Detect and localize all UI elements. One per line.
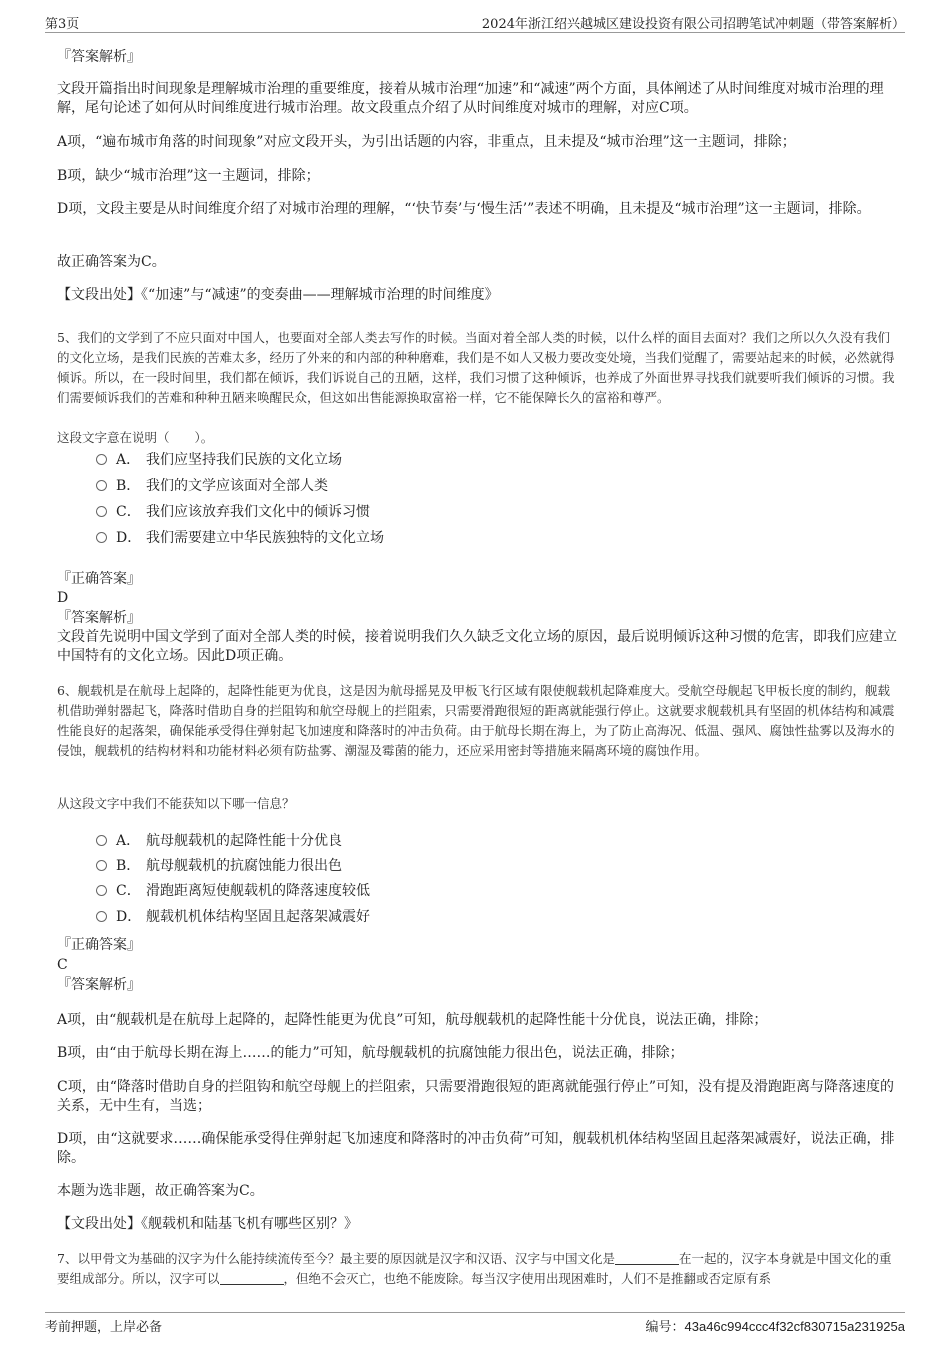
q5-option-c[interactable] <box>96 503 370 522</box>
q7-stem-part2: 在一起的，汉字本身就是中国文化的重要组成部分。所以，汉字可以 <box>57 1251 892 1286</box>
q6-option-b[interactable] <box>96 857 342 876</box>
radio-icon[interactable] <box>96 532 107 543</box>
q6-stem: 6、舰载机是在航母上起降的，起降性能更为优良，这是因为航母摇晃及甲板飞行区域有限使舰载机起降难度大。受航空母舰起飞甲板长度的制约，舰载机借助弹射器起飞，降落时借助自身的拦阻钩和航空母舰上的拦阻索，只需要滑跑很短的距离就能强行停止。这就要求舰载机具有坚固的机体结构和减震性能良好的起落架，确保能承受得住弹射起飞加速度和降落时的冲击负荷。由于航母长期在海上，为了防止高海况、低温、强风、腐蚀性盐雾以及海水的侵蚀，舰载机的结构材料和功能材料必须有防盐雾、潮湿及霉菌的能力，还应采用密封等措施来隔离环境的腐蚀作用。 <box>57 683 895 758</box>
option-text: 舰载机机体结构坚固且起落架减震好 <box>146 909 370 925</box>
q4-source: 【文段出处】《“加速”与“减速”的变奏曲——理解城市治理的时间维度》 <box>57 287 499 303</box>
q4-option-d-analysis: D项，文段主要是从时间维度介绍了对城市治理的理解，“‘快节奏’与‘慢生活’”表述不明确，且未提及“城市治理”这一主题词，排除。 <box>57 201 871 217</box>
radio-icon[interactable] <box>96 454 107 465</box>
page-number: 第3页 <box>45 17 80 32</box>
q6-option-a-analysis: A项，由“舰载机是在航母上起降的，起降性能更为优良”可知，航母舰载机的起降性能十分优良，说法正确，排除； <box>57 1012 768 1028</box>
option-letter: A． <box>116 452 141 468</box>
q6-analysis-label: 『答案解析』 <box>57 977 141 993</box>
option-letter: C． <box>116 883 141 899</box>
page-header <box>45 10 905 33</box>
option-letter: C． <box>116 504 141 520</box>
q6-correct-label: 『正确答案』 <box>57 937 141 953</box>
option-text: 我们应坚持我们民族的文化立场 <box>146 452 342 468</box>
q7-stem-part1: 7、以甲骨文为基础的汉字为什么能持续流传至今？最主要的原因就是汉字和汉语、汉字与中国文化是 <box>57 1251 615 1266</box>
q6-question: 从这段文字中我们不能获知以下哪一信息？ <box>57 796 295 811</box>
option-letter: D． <box>116 909 142 925</box>
document-id-value: 43a46c994ccc4f32cf830715a231925a <box>684 1319 905 1334</box>
radio-icon[interactable] <box>96 506 107 517</box>
option-letter: B． <box>116 478 141 494</box>
q6-option-d[interactable] <box>96 908 370 927</box>
option-text: 滑跑距离短使舰载机的降落速度较低 <box>146 883 370 899</box>
q6-option-b-analysis: B项，由“由于航母长期在海上……的能力”可知，航母舰载机的抗腐蚀能力很出色，说法正确，排除； <box>57 1045 684 1061</box>
q6-source: 【文段出处】《舰载机和陆基飞机有哪些区别？》 <box>57 1216 358 1232</box>
document-title: 2024年浙江绍兴越城区建设投资有限公司招聘笔试冲刺题（带答案解析） <box>481 17 905 32</box>
q6-option-a[interactable] <box>96 832 342 851</box>
q5-correct-answer: D <box>57 590 69 606</box>
fill-blank-1[interactable] <box>615 1252 679 1265</box>
document-id <box>646 1316 906 1335</box>
q5-correct-label: 『正确答案』 <box>57 571 141 587</box>
option-text: 我们应该放弃我们文化中的倾诉习惯 <box>146 504 370 520</box>
radio-icon[interactable] <box>96 911 107 922</box>
q4-conclusion: 故正确答案为C。 <box>57 254 166 270</box>
q6-option-c-analysis: C项，由“降落时借助自身的拦阻钩和航空母舰上的拦阻索，只需要滑跑很短的距离就能强行停止”可知，没有提及滑跑距离与降落速度的关系，无中生有，当选； <box>57 1079 895 1114</box>
q6-conclusion: 本题为选非题，故正确答案为C。 <box>57 1183 264 1199</box>
page-footer <box>45 1312 905 1335</box>
q4-analysis: 文段开篇指出时间现象是理解城市治理的重要维度，接着从城市治理“加速”和“减速”两个方面，具体阐述了从时间维度对城市治理的理解，尾句论述了如何从时间维度进行城市治理。故文段重点介绍了从时间维度对城市的理解，对应C项。 <box>57 81 884 116</box>
q5-stem: 5、我们的文学到了不应只面对中国人，也要面对全部人类去写作的时候。当面对着全部人类的时候，以什么样的面目去面对？我们之所以久久没有我们的文化立场，是我们民族的苦难太多，经历了外来的和内部的种种磨难，我们是不如人又极力要改变处境，当我们觉醒了，需要站起来的时候，必然就得倾诉。所以，在一段时间里，我们都在倾诉，我们诉说自己的丑陋，这样，我们习惯了这种倾诉，也养成了外面世界寻找我们就要听我们倾诉的习惯。我们需要倾诉我们的苦难和种种丑陋来唤醒民众，但这如出售能源换取富裕一样，它不能保障长久的富裕和尊严。 <box>57 330 895 405</box>
q5-option-b[interactable] <box>96 477 328 496</box>
q7-stem <box>57 1249 899 1289</box>
q5-analysis: 文段首先说明中国文学到了面对全部人类的时候，接着说明我们久久缺乏文化立场的原因，最后说明倾诉这种习惯的危害，即我们应建立中国特有的文化立场。因此D项正确。 <box>57 629 897 664</box>
option-letter: D． <box>116 530 142 546</box>
option-text: 我们的文学应该面对全部人类 <box>146 478 328 494</box>
option-letter: B． <box>116 858 141 874</box>
option-text: 航母舰载机的抗腐蚀能力很出色 <box>146 858 342 874</box>
q5-option-a[interactable] <box>96 451 342 470</box>
q7-stem-part3: ，但绝不会灭亡，也绝不能废除。每当汉字使用出现困难时，人们不是推翻或否定原有系 <box>283 1271 772 1286</box>
q5-analysis-label: 『答案解析』 <box>57 610 141 626</box>
option-letter: A． <box>116 833 141 849</box>
radio-icon[interactable] <box>96 835 107 846</box>
option-text: 我们需要建立中华民族独特的文化立场 <box>146 530 384 546</box>
radio-icon[interactable] <box>96 885 107 896</box>
radio-icon[interactable] <box>96 480 107 491</box>
q4-option-a-analysis: A项，“遍布城市角落的时间现象”对应文段开头，为引出话题的内容，非重点，且未提及“城市治理”这一主题词，排除； <box>57 134 796 150</box>
radio-icon[interactable] <box>96 860 107 871</box>
q5-option-d[interactable] <box>96 529 384 548</box>
q4-analysis-label: 『答案解析』 <box>57 49 141 65</box>
footer-slogan: 考前押题，上岸必备 <box>45 1320 163 1335</box>
document-id-label: 编号： <box>645 1320 685 1335</box>
q6-option-c[interactable] <box>96 882 370 901</box>
option-text: 航母舰载机的起降性能十分优良 <box>146 833 342 849</box>
q5-question: 这段文字意在说明（ ）。 <box>57 430 214 445</box>
fill-blank-2[interactable] <box>220 1272 284 1285</box>
q6-correct-answer: C <box>57 957 68 973</box>
q6-option-d-analysis: D项，由“这就要求……确保能承受得住弹射起飞加速度和降落时的冲击负荷”可知，舰载机机体结构坚固且起落架减震好，说法正确，排除。 <box>57 1131 895 1166</box>
q4-option-b-analysis: B项，缺少“城市治理”这一主题词，排除； <box>57 168 320 184</box>
